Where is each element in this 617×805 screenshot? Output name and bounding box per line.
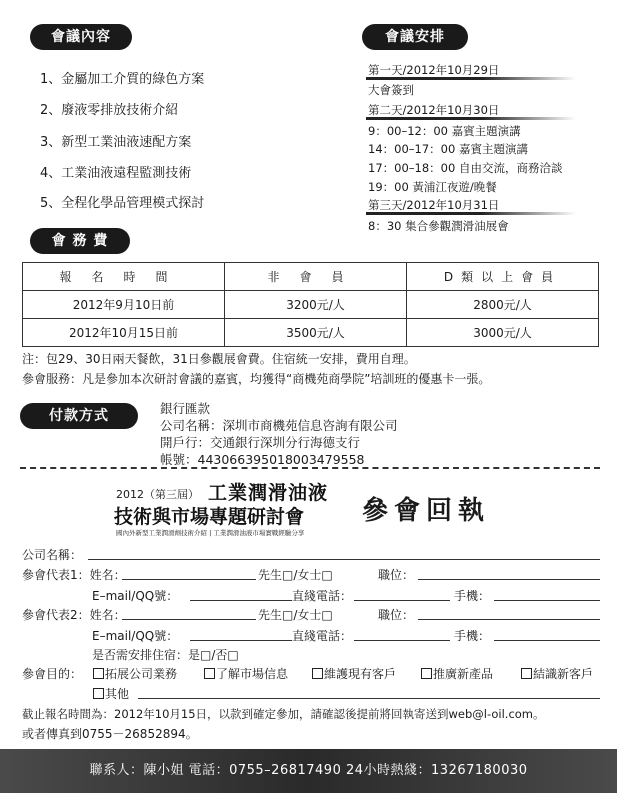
fee-cell: 2012年9月10日前 xyxy=(23,291,225,319)
table-row xyxy=(23,291,599,319)
fee-cell: 3200元/人 xyxy=(225,291,407,319)
day2-item-1: 9：00–12：00 嘉賓主題演講 xyxy=(368,124,521,138)
payment-company: 公司名稱：深圳市商機苑信息咨詢有限公司 xyxy=(160,418,398,433)
payment-method: 銀行匯款 xyxy=(160,401,211,416)
day2-header: 第二天/2012年10月30日 xyxy=(368,103,500,117)
rep1-email-label: E–mail/QQ號： xyxy=(92,589,179,603)
service-note: 參會服務：凡是參加本次研討會議的嘉賓，均獲得“商機苑商學院”培訓班的優惠卡一張。 xyxy=(22,372,491,386)
conference-name-line2: 技術與市場專題研討會 xyxy=(114,506,305,528)
rep2-mobile-field[interactable] xyxy=(494,640,600,641)
rep2-email-field[interactable] xyxy=(190,640,292,641)
purpose-option-5[interactable]: 結識新客戶 xyxy=(520,665,593,682)
day2-item-2: 14：00–17：00 嘉賓主題演講 xyxy=(368,142,528,156)
purpose-other-field[interactable] xyxy=(138,698,600,699)
fee-header-nonmember: 非會員 xyxy=(225,263,407,291)
topic-1: 1、金屬加工介質的綠色方案 xyxy=(40,72,205,87)
fax-text: 或者傳真到0755－26852894。 xyxy=(22,727,198,741)
day3-item: 8：30 集合參觀潤滑油展會 xyxy=(368,219,509,233)
rep1-phone-label: 直綫電話： xyxy=(292,589,353,603)
tagline: 國內外新型工業潤滑劑技術介紹 | 工業潤滑油液市場實戰經驗分享 xyxy=(116,529,305,537)
fee-cell: 3500元/人 xyxy=(225,319,407,347)
day3-underline xyxy=(366,212,576,215)
fee-table xyxy=(22,262,599,347)
rep2-mobile-label: 手機： xyxy=(454,629,491,643)
lodging-question[interactable]: 是否需安排住宿：是□/否□ xyxy=(92,648,239,662)
rep1-mobile-field[interactable] xyxy=(494,600,600,601)
day2-item-4: 19：00 黃浦江夜遊/晚餐 xyxy=(368,180,497,194)
schedule-title: 會議安排 xyxy=(362,24,468,50)
rep1-position-field[interactable] xyxy=(418,579,600,580)
fee-header-row xyxy=(23,263,599,291)
rep2-position-field[interactable] xyxy=(418,619,600,620)
rep2-position-label: 職位： xyxy=(378,608,415,622)
fee-header-member: D類以上會員 xyxy=(407,263,599,291)
checkbox-icon xyxy=(312,668,323,679)
fee-cell: 3000元/人 xyxy=(407,319,599,347)
topic-3: 3、新型工業油液速配方案 xyxy=(40,135,192,150)
deadline-text: 截止報名時間為：2012年10月15日，以款到確定參加，請確認後提前將回執寄送到web@l-oil.com。 xyxy=(22,707,545,721)
topic-2: 2、廢液零排放技術介紹 xyxy=(40,103,179,118)
cut-line xyxy=(20,467,600,469)
topic-5: 5、全程化學品管理模式探討 xyxy=(40,196,205,211)
day3-header: 第三天/2012年10月31日 xyxy=(368,198,500,212)
purpose-option-3[interactable]: 維護現有客戶 xyxy=(311,665,396,682)
rep2-name-field[interactable] xyxy=(122,619,256,620)
checkbox-icon xyxy=(93,668,104,679)
rep2-phone-label: 直綫電話： xyxy=(292,629,353,643)
conference-name-line1: 工業潤滑油液 xyxy=(208,482,329,504)
purpose-option-1[interactable]: 拓展公司業務 xyxy=(92,665,177,682)
rep2-phone-field[interactable] xyxy=(354,640,450,641)
rep2-label: 參會代表2：姓名： xyxy=(22,608,126,622)
payment-bank: 開戶行：交通銀行深圳分行海德支行 xyxy=(160,435,361,450)
payment-account: 帳號：443066395018003479558 xyxy=(160,452,365,467)
purpose-label: 參會目的： xyxy=(22,667,83,681)
contact-footer: 聯系人：陳小姐 電話：0755–26817490 24小時熱綫：13267180030 xyxy=(0,749,617,793)
topic-4: 4、工業油液遠程監測技術 xyxy=(40,166,192,181)
purpose-option-2[interactable]: 了解市場信息 xyxy=(203,665,288,682)
fee-header-date: 報名時間 xyxy=(23,263,225,291)
rep1-gender[interactable]: 先生□/女士□ xyxy=(258,568,333,582)
day2-item-3: 17：00–18：00 自由交流，商務洽談 xyxy=(368,161,563,175)
fee-cell: 2012年10月15日前 xyxy=(23,319,225,347)
rep2-email-label: E–mail/QQ號： xyxy=(92,629,179,643)
agenda-title: 會議內容 xyxy=(30,24,132,50)
checkbox-icon xyxy=(521,668,532,679)
checkbox-icon xyxy=(204,668,215,679)
fee-title: 會 務 費 xyxy=(30,228,130,254)
fee-cell: 2800元/人 xyxy=(407,291,599,319)
payment-title: 付款方式 xyxy=(20,403,138,429)
company-field[interactable] xyxy=(88,559,600,560)
rep1-phone-field[interactable] xyxy=(354,600,450,601)
day1-header: 第一天/2012年10月29日 xyxy=(368,63,500,77)
rep1-name-field[interactable] xyxy=(122,579,256,580)
day2-underline xyxy=(366,117,576,120)
checkbox-icon xyxy=(93,688,104,699)
edition-label: 2012（第三屆） xyxy=(116,488,199,501)
rep1-email-field[interactable] xyxy=(190,600,292,601)
purpose-option-4[interactable]: 推廣新產品 xyxy=(420,665,493,682)
day1-item: 大會簽到 xyxy=(368,83,414,97)
purpose-option-other[interactable]: 其他 xyxy=(92,685,129,702)
fee-note: 注：包29、30日兩天餐飲，31日參觀展會費。住宿統一安排，費用自理。 xyxy=(22,352,416,366)
rep1-position-label: 職位： xyxy=(378,568,415,582)
company-label: 公司名稱： xyxy=(22,548,83,562)
day1-underline xyxy=(366,77,576,80)
reply-title: 參會回執 xyxy=(362,496,491,526)
rep1-label: 參會代表1：姓名： xyxy=(22,568,126,582)
rep2-gender[interactable]: 先生□/女士□ xyxy=(258,608,333,622)
checkbox-icon xyxy=(421,668,432,679)
table-row xyxy=(23,319,599,347)
rep1-mobile-label: 手機： xyxy=(454,589,491,603)
